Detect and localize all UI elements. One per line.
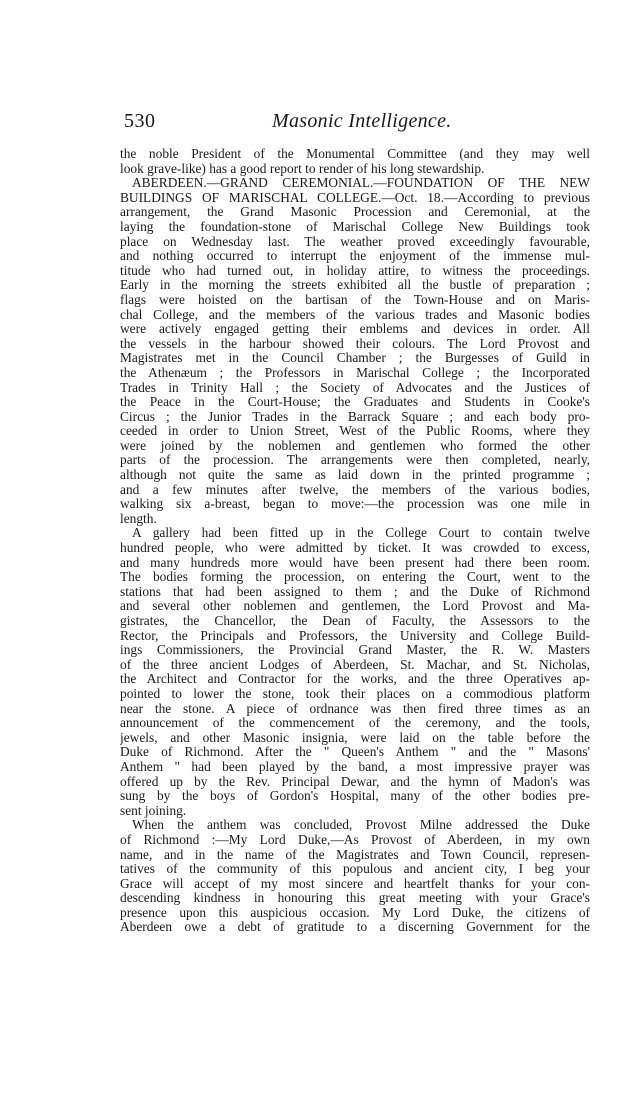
- text-line: The bodies forming the procession, on entering the Court, went to the: [120, 570, 590, 585]
- text-line: of Richmond :—My Lord Duke,—As Provost of Aberdeen, in my own: [120, 832, 590, 847]
- text-line: Rector, the Principals and Professors, the University and College Build-: [120, 628, 590, 643]
- text-line: parts of the procession. The arrangements were then completed, nearly,: [120, 453, 590, 468]
- text-line: flags were hoisted on the bartisan of the Town-House and on Maris-: [120, 292, 590, 307]
- text-line: gistrates, the Chancellor, the Dean of Faculty, the Assessors to the: [120, 614, 590, 628]
- text-line: the Peace in the Court-House; the Graduates and Students in Cooke's: [120, 395, 590, 410]
- text-line: ings Commissioners, the Provincial Grand Master, the R. W. Masters: [120, 643, 590, 658]
- text-line: Aberdeen owe a debt of gratitude to a discerning Government for the: [120, 920, 590, 935]
- text-line: Anthem " had been played by the band, a most impressive prayer was: [120, 759, 590, 774]
- text-line: were actively engaged getting their emblems and devices in order. All: [120, 322, 590, 337]
- text-line: arrangement, the Grand Masonic Procession and Ceremonial, at the: [120, 205, 590, 220]
- text-line: When the anthem was concluded, Provost Milne addressed the Duke: [132, 818, 590, 833]
- text-line: Early in the morning the streets exhibited all the bustle of preparation ;: [120, 278, 590, 293]
- text-line: look grave-like) has a good report to render of his long stewardship.: [120, 161, 485, 176]
- text-line: the noble President of the Monumental Committee (and they may well: [120, 147, 590, 161]
- text-line: laying the foundation-stone of Marischal College New Buildings took: [120, 219, 590, 234]
- text-line: and many hundreds more would have been present had there been room.: [120, 555, 590, 570]
- text-line: walking six a-breast, began to move:—the procession was one mile in: [120, 497, 590, 512]
- text-line: Duke of Richmond. After the " Queen's Anthem " and the " Masons': [120, 745, 590, 760]
- text-line: sung by the boys of Gordon's Hospital, many of the other bodies pre-: [120, 789, 590, 804]
- text-line: sent joining.: [120, 803, 187, 818]
- text-line: stations that had been assigned to them ; and the Duke of Richmond: [120, 584, 590, 599]
- text-line: titude who had turned out, in holiday attire, to witness the proceedings.: [120, 263, 590, 278]
- text-line: ceeded in order to Union Street, West of the Public Rooms, where they: [120, 424, 590, 439]
- text-line: presence upon this auspicious occasion. My Lord Duke, the citizens of: [120, 905, 590, 920]
- text-line: name, and in the name of the Magistrates and Town Council, represen-: [120, 847, 590, 862]
- text-line: Trades in Trinity Hall ; the Society of Advocates and the Justices of: [120, 380, 590, 395]
- text-line: offered up by the Rev. Principal Dewar, and the hymn of Madon's was: [120, 774, 590, 789]
- text-line: A gallery had been fitted up in the College Court to contain twelve: [132, 526, 590, 541]
- text-line: Circus ; the Junior Trades in the Barrack Square ; and each body pro-: [120, 409, 590, 424]
- running-head: [124, 110, 592, 136]
- text-line: and nothing occurred to interrupt the enjoyment of the immense mul-: [120, 249, 590, 264]
- text-line: length.: [120, 511, 157, 526]
- page-number: 530: [124, 110, 156, 132]
- running-title: Masonic Intelligence.: [272, 110, 452, 132]
- text-line: the vessels in the harbour showed their colours. The Lord Provost and: [120, 336, 590, 351]
- text-line: descending kindness in honouring this great meeting with your Grace's: [120, 891, 590, 906]
- text-line: pointed to lower the stone, took their places on a commodious platform: [120, 686, 590, 701]
- text-line: near the stone. A piece of ordnance was then fired three times as an: [120, 701, 590, 716]
- text-line: the Architect and Contractor for the works, and the three Operatives ap-: [120, 672, 590, 687]
- text-line: jewels, and other Masonic insignia, were laid on the table before the: [120, 730, 590, 745]
- text-line: tatives of the community of this populous and ancient city, I beg your: [120, 862, 590, 877]
- text-line: were joined by the noblemen and gentlemen who formed the other: [120, 438, 590, 453]
- text-line: hundred people, who were admitted by ticket. It was crowded to excess,: [120, 541, 590, 556]
- body-text: [120, 147, 590, 935]
- text-line: BUILDINGS OF MARISCHAL COLLEGE.—Oct. 18.—According to previous: [120, 190, 590, 205]
- text-line: and several other noblemen and gentlemen, the Lord Provost and Ma-: [120, 599, 590, 614]
- text-line: place on Wednesday last. The weather proved exceedingly favourable,: [120, 234, 590, 249]
- text-line: ABERDEEN.—GRAND CEREMONIAL.—FOUNDATION OF THE NEW: [132, 176, 590, 191]
- text-line: Magistrates met in the Council Chamber ; the Burgesses of Guild in: [120, 351, 590, 366]
- text-line: Grace will accept of my most sincere and heartfelt thanks for your con-: [120, 876, 590, 891]
- text-line: the Athenæum ; the Professors in Marischal College ; the Incorporated: [120, 365, 590, 380]
- text-line: chal College, and the members of the various trades and Masonic bodies: [120, 307, 590, 322]
- text-line: of the three ancient Lodges of Aberdeen, St. Machar, and St. Nicholas,: [120, 657, 590, 672]
- text-line: announcement of the commencement of the ceremony, and the tools,: [120, 716, 590, 731]
- text-line: and a few minutes after twelve, the members of the various bodies,: [120, 482, 590, 497]
- text-line: although not quite the same as laid down in the printed programme ;: [120, 468, 590, 483]
